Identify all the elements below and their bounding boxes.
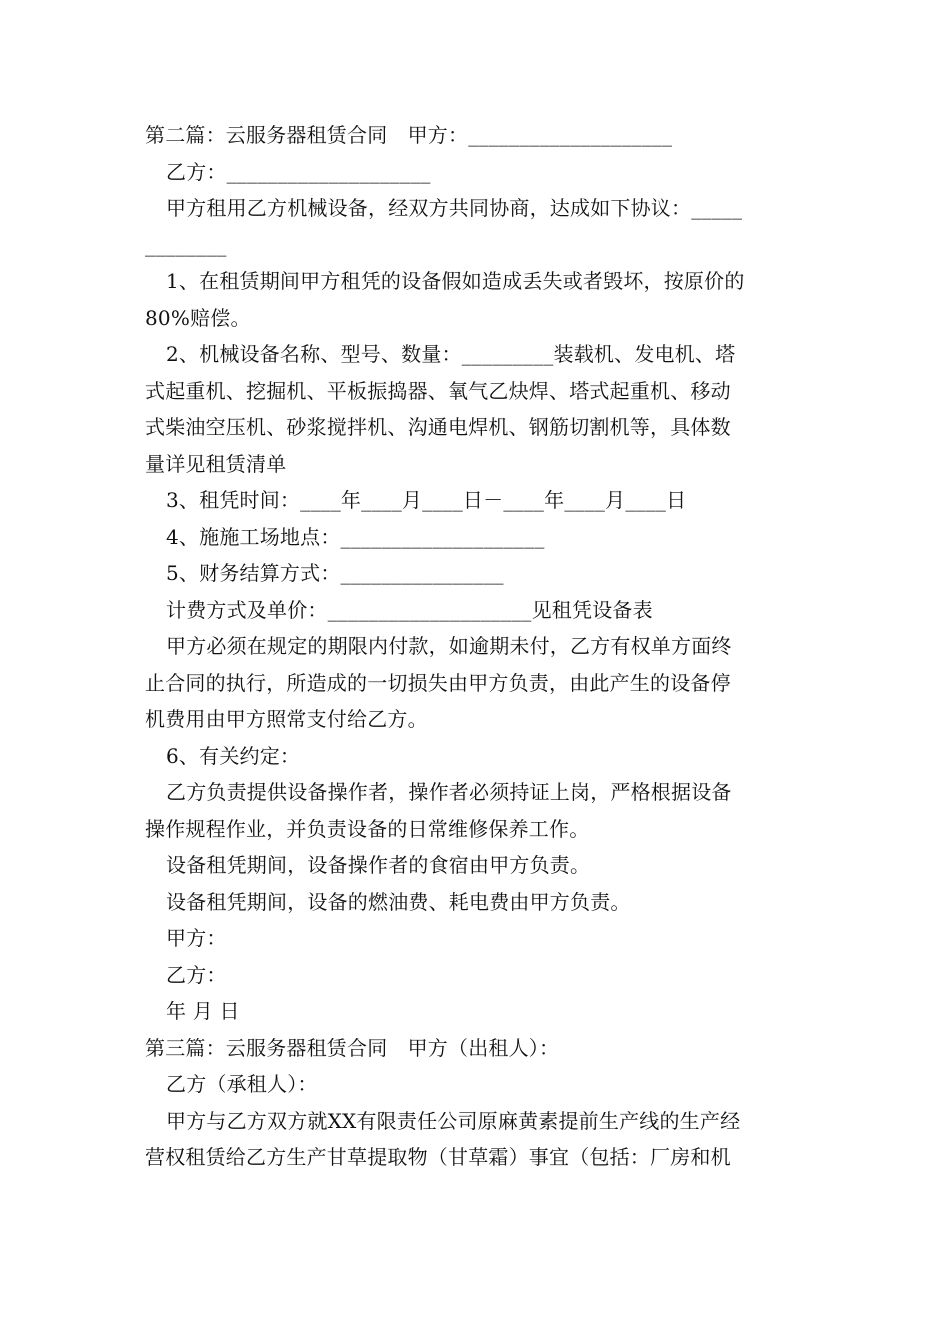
operator-clause-line-2: 操作规程作业，并负责设备的日常维修保养工作。: [145, 816, 590, 841]
clause-5-settlement: 5、财务结算方式：________________: [166, 561, 504, 585]
payment-clause-line-2: 止合同的执行，所造成的一切损失由甲方负责，由此产生的设备停: [145, 670, 731, 695]
signature-date: 年 月 日: [166, 999, 240, 1023]
clause-2-line-3: 式柴油空压机、砂浆搅拌机、沟通电焊机、钢筋切割机等，具体数: [145, 415, 731, 439]
clause-2-line-4: 量详见租赁清单: [145, 451, 287, 476]
section-heading-2: 第二篇：云服务器租赁合同 甲方：____________________: [145, 123, 673, 147]
signature-party-a: 甲方：: [166, 926, 227, 950]
lodging-clause: 设备租凭期间，设备操作者的食宿由甲方负责。: [166, 853, 591, 877]
operator-clause-line-1: 乙方负责提供设备操作者，操作者必须持证上岗，严格根据设备: [166, 780, 732, 804]
payment-clause-line-1: 甲方必须在规定的期限内付款，如逾期未付，乙方有权单方面终: [166, 634, 732, 658]
section-3-intro-line-2: 营权租赁给乙方生产甘草提取物（甘草霜）事宜（包括：厂房和机: [145, 1145, 731, 1169]
clause-3-rental-period: 3、租凭时间：____年____月____日－____年____月____日: [166, 488, 687, 512]
lessee-line: 乙方（承租人）：: [166, 1072, 318, 1096]
signature-party-b: 乙方：: [166, 962, 227, 987]
clause-1-line-2: 80%赔偿。: [145, 305, 251, 330]
clause-6-heading: 6、有关约定：: [166, 743, 301, 768]
clause-4-site-location: 4、施施工场地点：____________________: [166, 524, 545, 549]
clause-2-line-2: 式起重机、挖掘机、平板振捣器、氧气乙炔焊、塔式起重机、移动: [145, 378, 731, 403]
section-3-intro-line-1: 甲方与乙方双方就XX有限责任公司原麻黄素提前生产线的生产经: [166, 1108, 741, 1133]
section-heading-3: 第三篇：云服务器租赁合同 甲方（出租人）：: [145, 1035, 560, 1060]
fuel-clause: 设备租凭期间，设备的燃油费、耗电费由甲方负责。: [166, 889, 631, 914]
party-b-line: 乙方：____________________: [166, 159, 431, 184]
clause-1-line-1: 1、在租赁期间甲方租凭的设备假如造成丢失或者毁坏，按原价的: [166, 269, 745, 293]
payment-clause-line-3: 机费用由甲方照常支付给乙方。: [145, 707, 428, 731]
billing-method: 计费方式及单价：____________________见租凭设备表: [166, 597, 653, 622]
agreement-intro: 甲方租用乙方机械设备，经双方共同协商，达成如下协议：_____: [166, 196, 743, 220]
document-body: [145, 117, 807, 1176]
clause-2-line-1: 2、机械设备名称、型号、数量：_________装载机、发电机、塔: [166, 342, 736, 366]
agreement-intro-continued: ________: [145, 232, 227, 257]
